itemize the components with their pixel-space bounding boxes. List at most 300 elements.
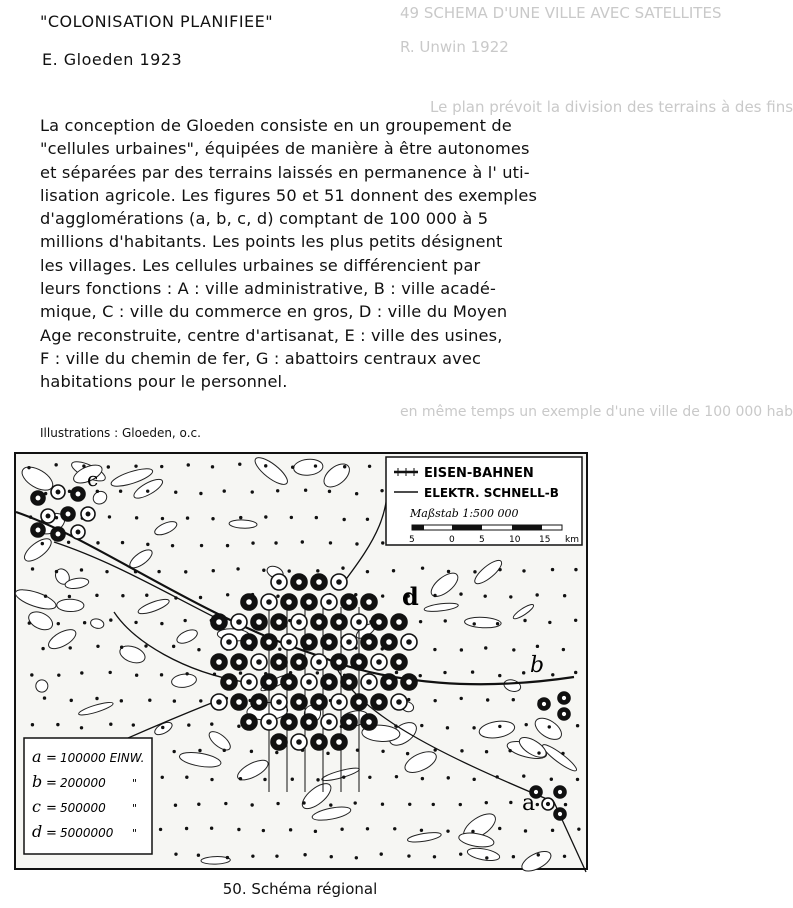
urban-cell-core bbox=[226, 639, 232, 645]
village-dot bbox=[291, 778, 294, 781]
village-dot bbox=[443, 671, 446, 674]
urban-cell-core bbox=[346, 599, 352, 605]
village-dot bbox=[173, 699, 176, 702]
village-dot bbox=[146, 543, 149, 546]
village-dot bbox=[276, 595, 279, 598]
urban-cell-core bbox=[366, 599, 372, 605]
label-d: d bbox=[402, 582, 419, 611]
village-dot bbox=[105, 570, 108, 573]
village-dot bbox=[472, 726, 475, 729]
village-dot bbox=[460, 749, 463, 752]
village-dot bbox=[210, 778, 213, 781]
village-dot bbox=[28, 621, 31, 624]
village-dot bbox=[406, 752, 409, 755]
village-dot bbox=[522, 774, 525, 777]
scale-tick-label: 5 bbox=[409, 535, 415, 545]
urban-cell-core bbox=[336, 579, 342, 585]
village-dot bbox=[420, 829, 423, 832]
urban-cell-core bbox=[216, 699, 222, 705]
urban-cell-core bbox=[256, 699, 262, 705]
urban-cell-core bbox=[346, 639, 352, 645]
village-dot bbox=[238, 463, 241, 466]
village-dot bbox=[82, 464, 85, 467]
key-ditto-mark: " bbox=[132, 777, 138, 790]
village-dot bbox=[43, 696, 46, 699]
scale-tick-label: 10 bbox=[509, 535, 521, 545]
village-dot bbox=[485, 801, 488, 804]
village-dot bbox=[119, 489, 122, 492]
village-dot bbox=[407, 854, 410, 857]
urban-cell-core bbox=[296, 739, 302, 745]
urban-cell-core bbox=[236, 619, 242, 625]
village-dot bbox=[197, 854, 200, 857]
key-equals: = bbox=[46, 826, 57, 841]
legend-scale-label: Maßstab 1:500 000 bbox=[410, 507, 519, 520]
urban-cell-core bbox=[276, 739, 282, 745]
paragraph-line: millions d'habitants. Les points les plus petits désignent bbox=[40, 232, 503, 252]
village-dot bbox=[121, 594, 124, 597]
village-dot bbox=[473, 570, 476, 573]
village-dot bbox=[342, 775, 345, 778]
scale-tick-label: 15 bbox=[539, 535, 551, 545]
urban-cell-core bbox=[296, 579, 302, 585]
village-dot bbox=[355, 542, 358, 545]
village-dot bbox=[187, 723, 190, 726]
village-dot bbox=[160, 622, 163, 625]
urban-cell-core bbox=[296, 619, 302, 625]
scale-tick-label: 0 bbox=[449, 535, 455, 545]
village-dot bbox=[250, 803, 253, 806]
village-dot bbox=[355, 492, 358, 495]
village-dot bbox=[563, 855, 566, 858]
village-dot bbox=[483, 594, 486, 597]
urban-cell-core bbox=[306, 679, 312, 685]
urban-cell-core bbox=[336, 699, 342, 705]
urban-cell-core bbox=[326, 719, 332, 725]
urban-cell-core bbox=[316, 739, 322, 745]
village-dot bbox=[421, 566, 424, 569]
terrain-patch bbox=[57, 599, 84, 612]
village-dot bbox=[395, 671, 398, 674]
village-dot bbox=[329, 541, 332, 544]
village-dot bbox=[525, 723, 528, 726]
urban-cell-core bbox=[326, 679, 332, 685]
urban-cell-core bbox=[366, 639, 372, 645]
urban-cell-core bbox=[76, 492, 81, 497]
village-dot bbox=[523, 619, 526, 622]
paragraph-line: habitations pour le personnel. bbox=[40, 372, 288, 392]
village-dot bbox=[183, 619, 186, 622]
village-dot bbox=[471, 670, 474, 673]
regional-map bbox=[14, 452, 588, 870]
village-dot bbox=[239, 516, 242, 519]
village-dot bbox=[576, 724, 579, 727]
village-dot bbox=[57, 673, 60, 676]
village-dot bbox=[316, 569, 319, 572]
village-dot bbox=[134, 621, 137, 624]
village-dot bbox=[135, 516, 138, 519]
urban-cell-core bbox=[316, 699, 322, 705]
village-dot bbox=[459, 592, 462, 595]
village-dot bbox=[251, 490, 254, 493]
key-ditto-mark: " bbox=[132, 827, 138, 840]
village-dot bbox=[278, 648, 281, 651]
village-dot bbox=[159, 828, 162, 831]
village-dot bbox=[472, 778, 475, 781]
village-dot bbox=[512, 648, 515, 651]
urban-cell-core bbox=[286, 719, 292, 725]
urban-cell-core bbox=[356, 699, 362, 705]
village-dot bbox=[80, 671, 83, 674]
village-dot bbox=[187, 463, 190, 466]
village-dot bbox=[172, 645, 175, 648]
village-dot bbox=[512, 698, 515, 701]
village-dot bbox=[485, 856, 488, 859]
paragraph-line: leurs fonctions : A : ville administrative, B : ville acadé- bbox=[40, 279, 496, 299]
village-dot bbox=[199, 492, 202, 495]
village-dot bbox=[148, 698, 151, 701]
village-dot bbox=[134, 464, 137, 467]
key-ditto-mark: " bbox=[132, 802, 138, 815]
village-dot bbox=[224, 802, 227, 805]
village-dot bbox=[419, 620, 422, 623]
village-dot bbox=[41, 647, 44, 650]
body-paragraph bbox=[40, 114, 586, 394]
village-dot bbox=[226, 856, 229, 859]
village-dot bbox=[262, 829, 265, 832]
urban-cell-core bbox=[376, 699, 382, 705]
village-dot bbox=[380, 489, 383, 492]
village-dot bbox=[95, 594, 98, 597]
village-dot bbox=[174, 852, 177, 855]
village-dot bbox=[485, 750, 488, 753]
village-dot bbox=[288, 569, 291, 572]
village-dot bbox=[315, 516, 318, 519]
village-dot bbox=[535, 593, 538, 596]
label-c: c bbox=[87, 467, 99, 491]
urban-cell-core bbox=[266, 599, 272, 605]
village-dot bbox=[120, 646, 123, 649]
village-dot bbox=[471, 830, 474, 833]
village-dot bbox=[171, 544, 174, 547]
village-dot bbox=[551, 673, 554, 676]
urban-cell-core bbox=[226, 679, 232, 685]
urban-cell-core bbox=[376, 619, 382, 625]
paragraph-line: F : ville du chemin de fer, G : abattoirs centraux avec bbox=[40, 348, 482, 368]
urban-cell-core bbox=[216, 659, 222, 665]
village-dot bbox=[250, 750, 253, 753]
village-dot bbox=[185, 775, 188, 778]
village-dot bbox=[210, 827, 213, 830]
village-dot bbox=[160, 673, 163, 676]
urban-cell-core bbox=[406, 639, 412, 645]
village-dot bbox=[274, 541, 277, 544]
village-dot bbox=[185, 672, 188, 675]
village-dot bbox=[537, 751, 540, 754]
village-dot bbox=[107, 465, 110, 468]
village-dot bbox=[508, 749, 511, 752]
urban-cell-core bbox=[276, 659, 282, 665]
village-dot bbox=[289, 828, 292, 831]
urban-cell-core bbox=[246, 679, 252, 685]
village-dot bbox=[95, 697, 98, 700]
village-dot bbox=[316, 671, 319, 674]
village-dot bbox=[368, 776, 371, 779]
key-value: 500000 bbox=[60, 801, 106, 815]
urban-cell-core bbox=[386, 639, 392, 645]
village-dot bbox=[433, 648, 436, 651]
village-dot bbox=[330, 855, 333, 858]
village-dot bbox=[236, 567, 239, 570]
village-dot bbox=[561, 752, 564, 755]
village-dot bbox=[68, 595, 71, 598]
village-dot bbox=[264, 515, 267, 518]
village-dot bbox=[302, 801, 305, 804]
urban-cell-core bbox=[316, 579, 322, 585]
village-dot bbox=[161, 776, 164, 779]
urban-cell-core bbox=[558, 812, 562, 816]
village-dot bbox=[562, 648, 565, 651]
paragraph-line: d'agglomérations (a, b, c, d) comptant de 100 000 à 5 bbox=[40, 209, 489, 229]
key-value: 5000000 bbox=[60, 826, 114, 840]
village-dot bbox=[145, 594, 148, 597]
village-dot bbox=[496, 622, 499, 625]
urban-cell-core bbox=[396, 619, 402, 625]
key-value: 100000 EINW. bbox=[60, 751, 145, 765]
urban-cell-core bbox=[356, 659, 362, 665]
village-dot bbox=[55, 570, 58, 573]
village-dot bbox=[210, 722, 213, 725]
urban-cell-core bbox=[246, 599, 252, 605]
urban-cell-core bbox=[286, 599, 292, 605]
village-dot bbox=[69, 646, 72, 649]
urban-cell-core bbox=[316, 619, 322, 625]
paragraph-line: mique, C : ville du commerce en gros, D : ville du Moyen bbox=[40, 302, 508, 322]
paragraph-line: Age reconstruite, centre d'artisanat, E : ville des usines, bbox=[40, 325, 503, 345]
village-dot bbox=[172, 750, 175, 753]
village-dot bbox=[197, 648, 200, 651]
village-dot bbox=[146, 489, 149, 492]
label-b: b bbox=[530, 653, 545, 678]
village-dot bbox=[197, 803, 200, 806]
village-dot bbox=[262, 569, 265, 572]
village-dot bbox=[381, 750, 384, 753]
village-dot bbox=[212, 569, 215, 572]
village-dot bbox=[460, 697, 463, 700]
village-dot bbox=[56, 723, 59, 726]
village-dot bbox=[80, 726, 83, 729]
village-dot bbox=[563, 594, 566, 597]
village-dot bbox=[564, 803, 567, 806]
urban-cell-core bbox=[336, 619, 342, 625]
village-dot bbox=[96, 541, 99, 544]
village-dot bbox=[31, 723, 34, 726]
village-dot bbox=[223, 489, 226, 492]
village-dot bbox=[342, 518, 345, 521]
village-dot bbox=[419, 674, 422, 677]
urban-cell-core bbox=[546, 802, 550, 806]
urban-cell-core bbox=[336, 739, 342, 745]
village-dot bbox=[314, 830, 317, 833]
urban-cell-core bbox=[346, 679, 352, 685]
key-letter: a bbox=[32, 747, 42, 766]
village-dot bbox=[509, 595, 512, 598]
village-dot bbox=[83, 621, 86, 624]
village-dot bbox=[276, 802, 279, 805]
village-dot bbox=[522, 569, 525, 572]
village-dot bbox=[329, 803, 332, 806]
legend-rail-label: EISEN-BAHNEN bbox=[424, 466, 534, 481]
village-dot bbox=[237, 828, 240, 831]
village-dot bbox=[199, 596, 202, 599]
key-equals: = bbox=[46, 751, 57, 766]
village-dot bbox=[366, 518, 369, 521]
village-dot bbox=[211, 465, 214, 468]
village-dot bbox=[446, 829, 449, 832]
figure-caption: 50. Schéma régional bbox=[222, 880, 378, 898]
village-dot bbox=[184, 570, 187, 573]
village-dot bbox=[444, 619, 447, 622]
legend-electric-label: ELEKTR. SCHNELL-B bbox=[424, 486, 559, 500]
section-title: "COLONISATION PLANIFIEE" bbox=[40, 12, 274, 31]
village-dot bbox=[433, 699, 436, 702]
urban-cell-core bbox=[562, 712, 566, 716]
village-dot bbox=[522, 671, 525, 674]
village-dot bbox=[301, 540, 304, 543]
village-dot bbox=[498, 725, 501, 728]
urban-cell-core bbox=[276, 579, 282, 585]
village-dot bbox=[226, 593, 229, 596]
village-dot bbox=[304, 489, 307, 492]
village-dot bbox=[290, 516, 293, 519]
urban-cell-core bbox=[236, 659, 242, 665]
village-dot bbox=[433, 594, 436, 597]
village-dot bbox=[174, 491, 177, 494]
village-dot bbox=[381, 541, 384, 544]
village-dot bbox=[108, 515, 111, 518]
urban-cell-core bbox=[296, 699, 302, 705]
urban-cell-core bbox=[356, 619, 362, 625]
village-dot bbox=[226, 544, 229, 547]
village-dot bbox=[353, 801, 356, 804]
village-dot bbox=[486, 698, 489, 701]
urban-cell-core bbox=[76, 530, 81, 535]
village-dot bbox=[109, 723, 112, 726]
village-dot bbox=[380, 852, 383, 855]
village-dot bbox=[446, 726, 449, 729]
village-dot bbox=[392, 569, 395, 572]
village-dot bbox=[263, 778, 266, 781]
village-dot bbox=[316, 778, 319, 781]
village-dot bbox=[109, 618, 112, 621]
village-dot bbox=[223, 749, 226, 752]
village-dot bbox=[275, 854, 278, 857]
paragraph-line: "cellules urbaines", équipées de manière à être autonomes bbox=[40, 139, 530, 159]
village-dot bbox=[174, 804, 177, 807]
village-dot bbox=[509, 801, 512, 804]
village-dot bbox=[512, 855, 515, 858]
village-dot bbox=[432, 803, 435, 806]
village-dot bbox=[132, 723, 135, 726]
village-dot bbox=[186, 516, 189, 519]
key-letter: d bbox=[32, 822, 43, 841]
bleed-through-text-2: R. Unwin 1922 bbox=[400, 38, 509, 56]
urban-cell-core bbox=[36, 528, 41, 533]
urban-cell-core bbox=[406, 679, 412, 685]
village-dot bbox=[198, 749, 201, 752]
village-dot bbox=[44, 595, 47, 598]
urban-cell-core bbox=[36, 496, 41, 501]
bleed-through-text-3: Le plan prévoit la division des terrains à des fins bbox=[430, 98, 793, 116]
urban-cell-core bbox=[266, 679, 272, 685]
urban-cell-core bbox=[542, 702, 546, 706]
village-dot bbox=[31, 567, 34, 570]
village-dot bbox=[447, 776, 450, 779]
urban-cell-core bbox=[326, 599, 332, 605]
urban-cell-core bbox=[246, 639, 252, 645]
village-dot bbox=[328, 490, 331, 493]
village-dot bbox=[120, 699, 123, 702]
paragraph-line: les villages. Les cellules urbaines se différencient par bbox=[40, 255, 481, 275]
village-dot bbox=[121, 541, 124, 544]
urban-cell-core bbox=[266, 719, 272, 725]
urban-cell-core bbox=[56, 532, 61, 537]
village-dot bbox=[54, 463, 57, 466]
urban-cell-core bbox=[46, 514, 51, 519]
village-dot bbox=[314, 464, 317, 467]
village-dot bbox=[343, 465, 346, 468]
urban-cell-core bbox=[396, 659, 402, 665]
village-dot bbox=[574, 568, 577, 571]
urban-cell-core bbox=[316, 659, 322, 665]
urban-cell-core bbox=[266, 639, 272, 645]
urban-cell-core bbox=[306, 639, 312, 645]
village-dot bbox=[161, 726, 164, 729]
village-dot bbox=[408, 803, 411, 806]
village-dot bbox=[30, 673, 33, 676]
village-dot bbox=[80, 568, 83, 571]
village-dot bbox=[368, 465, 371, 468]
village-dot bbox=[484, 646, 487, 649]
village-dot bbox=[161, 517, 164, 520]
village-dot bbox=[459, 803, 462, 806]
author-year: E. Gloeden 1923 bbox=[42, 50, 183, 69]
village-dot bbox=[421, 777, 424, 780]
illustration-credit: Illustrations : Gloeden, o.c. bbox=[40, 426, 201, 440]
village-dot bbox=[70, 699, 73, 702]
village-dot bbox=[237, 725, 240, 728]
village-dot bbox=[340, 828, 343, 831]
urban-cell-core bbox=[336, 659, 342, 665]
bleed-through-text-1: 49 SCHEMA D'UNE VILLE AVEC SATELLITES bbox=[400, 4, 722, 22]
village-dot bbox=[548, 621, 551, 624]
village-dot bbox=[108, 671, 111, 674]
map-legend bbox=[386, 457, 582, 545]
urban-cell-core bbox=[306, 599, 312, 605]
village-dot bbox=[291, 466, 294, 469]
village-dot bbox=[96, 645, 99, 648]
village-dot bbox=[498, 568, 501, 571]
village-dot bbox=[157, 570, 160, 573]
urban-cell-core bbox=[346, 719, 352, 725]
urban-cell-core bbox=[376, 659, 382, 665]
urban-cell-core bbox=[286, 639, 292, 645]
village-dot bbox=[498, 827, 501, 830]
village-dot bbox=[185, 827, 188, 830]
village-dot bbox=[548, 725, 551, 728]
village-dot bbox=[576, 778, 579, 781]
village-dot bbox=[395, 775, 398, 778]
